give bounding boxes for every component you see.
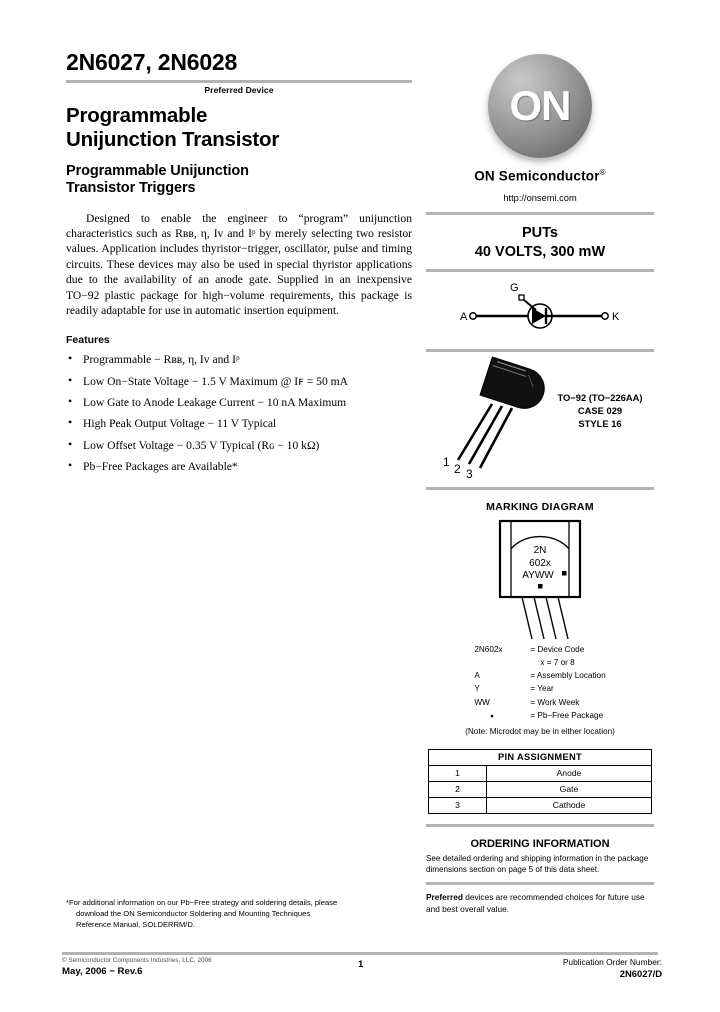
legend-value: = Assembly Location xyxy=(530,671,606,681)
package-case-number: CASE 029 xyxy=(577,404,623,416)
product-subtitle xyxy=(66,163,412,198)
package-drawing-block xyxy=(426,352,654,478)
package-lead-label-1: 1 xyxy=(443,454,450,469)
pin-function: Anode xyxy=(487,765,652,781)
legend-key: A xyxy=(474,671,480,681)
legend-value: = Work Week xyxy=(530,697,580,707)
legend-value: x = 7 or 8 xyxy=(540,657,575,667)
table-row xyxy=(474,696,605,709)
footer-left xyxy=(62,957,212,977)
pin-function: Cathode xyxy=(487,797,652,813)
company-name-text: ON Semiconductor xyxy=(474,168,600,184)
symbol-cathode-label: K xyxy=(612,310,620,323)
preferred-device-label: Preferred Device xyxy=(204,85,274,96)
copyright-notice: © Semiconductor Components Industries, LLC, 2006 xyxy=(62,957,212,964)
ordering-information-heading: ORDERING INFORMATION xyxy=(470,837,610,850)
registered-trademark-icon: ® xyxy=(599,168,606,177)
marking-legend-note: (Note: Microdot may be in either location) xyxy=(465,727,615,737)
preferred-note-rest: devices are recommended choices for future use and best overall value. xyxy=(426,891,645,914)
product-subtitle-line-1: Programmable Unijunction xyxy=(66,162,249,179)
marking-text-line-3: AYWW xyxy=(522,569,554,581)
publication-order-label: Publication Order Number: xyxy=(562,957,662,967)
table-row xyxy=(429,797,652,813)
table-header-row xyxy=(429,749,652,765)
device-family-label: PUTs xyxy=(522,224,558,241)
product-title xyxy=(66,104,412,151)
pin-number: 2 xyxy=(429,781,487,797)
left-column xyxy=(66,50,412,481)
marking-legend-table xyxy=(474,643,605,724)
legend-value: = Device Code xyxy=(530,644,585,654)
pin-function: Gate xyxy=(487,781,652,797)
pin-assignment-table xyxy=(428,749,652,814)
revision-date: May, 2006 − Rev.6 xyxy=(62,966,143,977)
symbol-anode-label: A xyxy=(460,310,468,323)
table-row xyxy=(474,669,605,682)
page-number: 1 xyxy=(358,959,364,970)
ordering-information-body: See detailed ordering and shipping information in the package dimensions section on page 5 of this data sheet. xyxy=(426,853,649,875)
microdot-marker-right xyxy=(562,571,567,576)
list-item: • Programmable − Rʙʙ, η, Iᴠ and Iᵖ xyxy=(66,353,412,366)
list-item: • High Peak Output Voltage − 11 V Typical xyxy=(66,417,412,430)
legend-key: 2N602x xyxy=(474,644,503,654)
pin-assignment-title: PIN ASSIGNMENT xyxy=(429,749,652,765)
list-item: • Low Gate to Anode Leakage Current − 10 nA Maximum xyxy=(66,396,412,409)
table-row xyxy=(429,781,652,797)
footer-right xyxy=(563,957,662,979)
page-title: 2N6027, 2N6028 xyxy=(66,49,238,75)
brand-block xyxy=(426,50,654,203)
marking-text-line-1: 2N xyxy=(533,544,547,556)
package-case-outline: TO−92 (TO−226AA) xyxy=(557,391,643,403)
marking-package-icon xyxy=(426,513,654,641)
divider-4 xyxy=(426,487,654,490)
legend-key xyxy=(474,656,530,669)
legend-value: = Year xyxy=(530,684,554,694)
pb-free-footnote xyxy=(66,897,412,930)
features-heading: Features xyxy=(66,334,110,347)
table-row xyxy=(474,643,605,656)
divider-6 xyxy=(426,882,654,885)
legend-key-dot-icon: ▪ xyxy=(490,710,494,721)
marking-legend xyxy=(426,643,654,739)
footnote-line-3: Reference Manual, SOLDERRM/D. xyxy=(76,920,196,929)
package-lead-label-2: 2 xyxy=(454,461,461,476)
company-url[interactable]: http://onsemi.com xyxy=(503,192,577,203)
list-item: • Pb−Free Packages are Available* xyxy=(66,460,412,473)
marking-diagram-heading: MARKING DIAGRAM xyxy=(486,500,594,513)
title-divider xyxy=(66,80,412,83)
legend-key: Y xyxy=(474,684,480,694)
put-symbol-icon xyxy=(426,272,654,340)
description-paragraph: Designed to enable the engineer to “program” unijunction characteristics such as Rʙʙ, η, Iᴠ and Iᵖ by merely selecting two resistor values. Application includes thyristor−trigger, oscillator, pulse and timing circuits. These devices may also be used in special thyristor applications due to the availability of an anode gate. Supplied in an inexpensive TO−92 plastic package for high−volume requirements, this package is readily adaptable for use in automatic insertion equipment. xyxy=(66,211,412,318)
microdot-marker-bottom xyxy=(538,584,543,589)
product-subtitle-line-2: Transistor Triggers xyxy=(66,180,196,197)
legend-key: WW xyxy=(474,697,490,707)
right-column xyxy=(426,50,654,914)
table-row xyxy=(429,765,652,781)
package-lead-label-3: 3 xyxy=(466,466,473,478)
product-title-line-2: Unijunction Transistor xyxy=(66,127,280,151)
pin-number: 3 xyxy=(429,797,487,813)
footnote-line-1: *For additional information on our Pb−Free strategy and soldering details, please xyxy=(66,898,338,907)
preferred-note-bold: Preferred xyxy=(426,891,463,902)
marking-diagram-art xyxy=(426,513,654,641)
product-title-line-1: Programmable xyxy=(66,104,208,128)
footer-divider xyxy=(62,952,658,955)
company-name xyxy=(426,168,654,184)
list-item: • Low Offset Voltage − 0.35 V Typical (Rɢ − 10 kΩ) xyxy=(66,439,412,452)
schematic-symbol-diagram xyxy=(426,272,654,340)
symbol-gate-label: G xyxy=(510,281,519,294)
features-list xyxy=(66,353,412,473)
divider-5 xyxy=(426,824,654,827)
table-row xyxy=(474,682,605,695)
device-rating-label: 40 VOLTS, 300 mW xyxy=(474,243,606,260)
publication-order-number: 2N6027/D xyxy=(619,968,662,979)
package-style: STYLE 16 xyxy=(578,417,622,429)
legend-value: = Pb−Free Package xyxy=(530,710,604,720)
preferred-device-note xyxy=(426,892,654,914)
logo-glyph: ON xyxy=(509,82,571,129)
list-item: • Low On−State Voltage − 1.5 V Maximum @ Iꜰ = 50 mA xyxy=(66,375,412,388)
table-row xyxy=(474,709,605,724)
pin-number: 1 xyxy=(429,765,487,781)
on-semiconductor-logo-icon xyxy=(488,54,592,158)
marking-text-line-2: 602x xyxy=(529,557,551,569)
divider-1 xyxy=(426,212,654,215)
package-name-block xyxy=(550,392,650,429)
table-row xyxy=(474,656,605,669)
footnote-line-2: download the ON Semiconductor Soldering and Mounting Techniques xyxy=(76,909,311,918)
